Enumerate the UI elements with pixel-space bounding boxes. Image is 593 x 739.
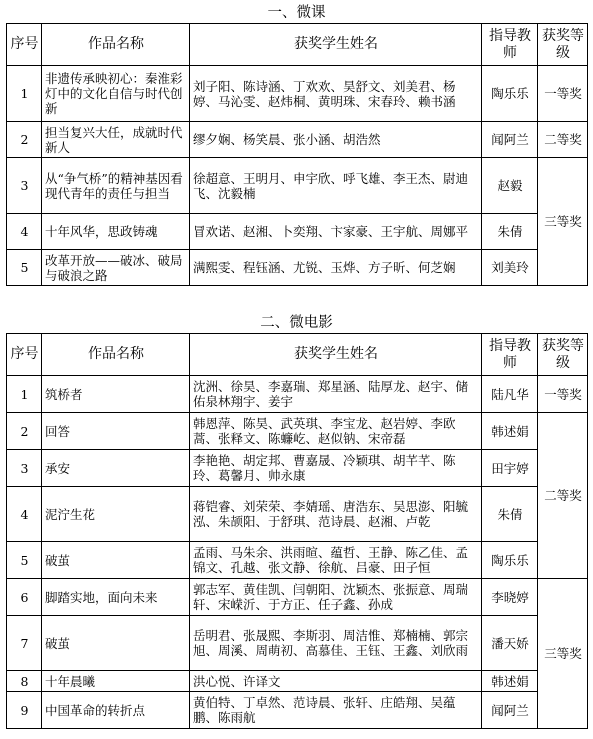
- row-students: 孟雨、马朱余、洪雨暄、蕴哲、王静、陈乙佳、孟锦文、孔越、张文静、徐航、吕豪、田子恒: [190, 542, 482, 579]
- section-title-micro-film: 二、微电影: [260, 315, 333, 331]
- micro-lesson-table: [6, 23, 588, 286]
- row-work: 中国革命的转折点: [42, 692, 190, 729]
- table-row: [7, 579, 588, 616]
- row-work: 破茧: [42, 542, 190, 579]
- row-work: 担当复兴大任，成就时代新人: [42, 122, 190, 158]
- header-work: 作品名称: [42, 24, 190, 66]
- row-teacher: 李晓婷: [482, 579, 538, 616]
- table-row: [7, 122, 588, 158]
- row-no: 5: [7, 542, 42, 579]
- micro-film-table: [6, 333, 588, 729]
- row-work: 十年晨曦: [42, 671, 190, 692]
- row-teacher: 陆凡华: [482, 376, 538, 413]
- table-header-row: [7, 334, 588, 376]
- row-no: 9: [7, 692, 42, 729]
- row-teacher: 韩述娟: [482, 413, 538, 450]
- row-work: 回答: [42, 413, 190, 450]
- row-no: 4: [7, 487, 42, 542]
- row-teacher: 陶乐乐: [482, 542, 538, 579]
- header-award: 获奖等级: [538, 24, 588, 66]
- table-row: [7, 66, 588, 122]
- row-no: 8: [7, 671, 42, 692]
- table-row: [7, 214, 588, 250]
- row-students: 冒欢诺、赵湘、卜奕翔、卞家豪、王宇航、周娜平: [190, 214, 482, 250]
- table-row: [7, 692, 588, 729]
- row-students: 黄伯特、丁卓然、范诗晨、张轩、庄皓翔、吴蕴鹏、陈雨航: [190, 692, 482, 729]
- row-teacher: 刘美玲: [482, 250, 538, 286]
- header-teacher: 指导教师: [482, 334, 538, 376]
- row-no: 1: [7, 66, 42, 122]
- table-row: [7, 158, 588, 214]
- row-no: 5: [7, 250, 42, 286]
- table-row: [7, 542, 588, 579]
- award-level: 三等奖: [538, 158, 588, 286]
- row-teacher: 闻阿兰: [482, 692, 538, 729]
- row-teacher: 韩述娟: [482, 671, 538, 692]
- row-work: 非遗传承映初心：秦淮彩灯中的文化自信与时代创新: [42, 66, 190, 122]
- award-level: 二等奖: [538, 122, 588, 158]
- row-students: 沈洲、徐昊、李嘉瑞、郑星涵、陆厚龙、赵宇、储佑泉林翔宇、姜宇: [190, 376, 482, 413]
- table-row: [7, 671, 588, 692]
- row-work: 筑桥者: [42, 376, 190, 413]
- row-teacher: 田宇婷: [482, 450, 538, 487]
- award-level: 一等奖: [538, 376, 588, 413]
- row-students: 岳明君、张晟熙、李斯羽、周洁惟、郑楠楠、郭宗旭、周溪、周萌初、高慕佳、王钰、王鑫、刘欣雨: [190, 616, 482, 671]
- row-work: 承安: [42, 450, 190, 487]
- row-work: 从“争气桥”的精神基因看现代青年的责任与担当: [42, 158, 190, 214]
- header-no: 序号: [7, 24, 42, 66]
- row-teacher: 陶乐乐: [482, 66, 538, 122]
- row-teacher: 朱倩: [482, 487, 538, 542]
- row-students: 蒋铠睿、刘荣荣、李婧瑶、唐浩东、吴思澎、阳毓泓、朱颉阳、于舒琪、范诗晨、赵湘、卢乾: [190, 487, 482, 542]
- row-no: 3: [7, 450, 42, 487]
- row-work: 脚踏实地，面向未来: [42, 579, 190, 616]
- row-students: 刘子阳、陈诗涵、丁欢欢、昊舒文、刘美君、杨婷、马沁雯、赵炜桐、黄明珠、宋春玲、赖书涵: [190, 66, 482, 122]
- row-no: 7: [7, 616, 42, 671]
- header-work: 作品名称: [42, 334, 190, 376]
- table-header-row: [7, 24, 588, 66]
- row-teacher: 赵毅: [482, 158, 538, 214]
- table-row: [7, 450, 588, 487]
- row-no: 4: [7, 214, 42, 250]
- row-no: 2: [7, 413, 42, 450]
- table-row: [7, 616, 588, 671]
- row-students: 满熙雯、程钰涵、尤锐、玉烨、方子昕、何芝娴: [190, 250, 482, 286]
- header-teacher: 指导教师: [482, 24, 538, 66]
- header-award: 获奖等级: [538, 334, 588, 376]
- row-no: 2: [7, 122, 42, 158]
- table-row: [7, 413, 588, 450]
- award-level: 一等奖: [538, 66, 588, 122]
- header-no: 序号: [7, 334, 42, 376]
- row-students: 徐超意、王明月、申宇欣、呼飞雄、李王杰、尉迪飞、沈毅楠: [190, 158, 482, 214]
- row-work: 十年风华，思政铸魂: [42, 214, 190, 250]
- award-level: 三等奖: [538, 579, 588, 729]
- header-students: 获奖学生姓名: [190, 334, 482, 376]
- row-no: 3: [7, 158, 42, 214]
- row-no: 6: [7, 579, 42, 616]
- award-level: 二等奖: [538, 413, 588, 579]
- row-work: 改革开放——破冰、破局与破浪之路: [42, 250, 190, 286]
- row-work: 泥泞生花: [42, 487, 190, 542]
- row-teacher: 朱倩: [482, 214, 538, 250]
- row-no: 1: [7, 376, 42, 413]
- row-teacher: 潘天娇: [482, 616, 538, 671]
- row-students: 李艳艳、胡定邦、曹嘉晟、冷颖琪、胡芊芊、陈玲、葛馨月、帅永康: [190, 450, 482, 487]
- row-students: 郭志军、黄佳凯、闫朝阳、沈颖杰、张振意、周瑞轩、宋嵘沂、于方正、任子鑫、孙成: [190, 579, 482, 616]
- table-row: [7, 376, 588, 413]
- section-title-micro-lesson: 一、微课: [267, 5, 326, 21]
- table-row: [7, 487, 588, 542]
- row-students: 缪夕娴、杨笑晨、张小涵、胡浩然: [190, 122, 482, 158]
- row-work: 破茧: [42, 616, 190, 671]
- row-students: 洪心悦、许译文: [190, 671, 482, 692]
- table-row: [7, 250, 588, 286]
- row-teacher: 闻阿兰: [482, 122, 538, 158]
- row-students: 韩恩萍、陈昊、武英琪、李宝龙、赵岩婷、李欧蒿、张释文、陈蠊屹、赵似钠、宋帝磊: [190, 413, 482, 450]
- header-students: 获奖学生姓名: [190, 24, 482, 66]
